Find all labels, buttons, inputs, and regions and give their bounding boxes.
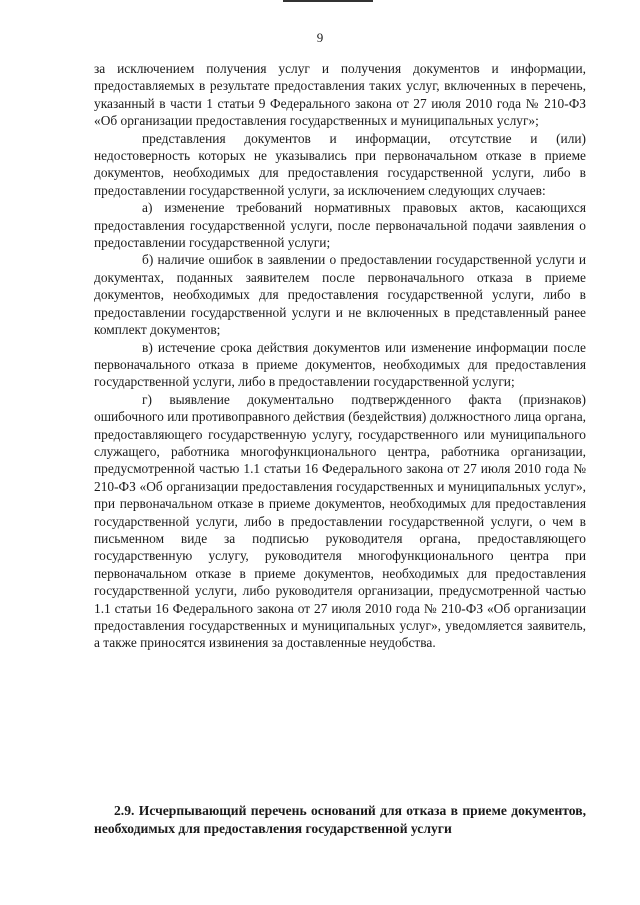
list-item-v: в) истечение срока действия документов или изменение информации после первоначального отказа в приеме документов, необходимых для предоставления государственной услуги, либо в предоставлении государственной услуги; (94, 339, 586, 390)
paragraph-documents-info: представления документов и информации, отсутствие и (или) недостоверность которых не указывались при первоначальном отказе в приеме документов, необходимых для предоставления государственной услуги, либо в предоставлении государственной услуги, за исключением следующих случаев: (94, 130, 586, 198)
list-item-b: б) наличие ошибок в заявлении о предоставлении государственной услуги и документах, поданных заявителем после первоначального отказа в приеме документов, необходимых для предоставления государственной услуги, либо в предоставлении государственной услуги и не включенных в представленный ранее комплект документов; (94, 252, 586, 338)
page-top-rule (283, 0, 373, 2)
list-item-g: г) выявление документально подтвержденного факта (признаков) ошибочного или противоправного действия (бездействия) должностного лица органа, предоставляющего государственную услугу, государственного или муниципального служащего, работника многофункционального центра, работника организации, предусмотренной частью 1.1 статьи 16 Федерального закона от 27 июля 2010 года № 210-ФЗ «Об организации предоставления государственных и муниципальных услуг», при первоначальном отказе в приеме документов, необходимых для предоставления государственной услуги, либо в предоставлении государственной услуги, о чем в письменном виде за подписью руководителя органа, предоставляющего государственную услугу, руководителя многофункционального центра при первоначальном отказе в приеме документов, необходимых для предоставления государственной услуги, либо руководителя организации, предусмотренной частью 1.1 статьи 16 Федерального закона от 27 июля 2010 года № 210-ФЗ «Об организации предоставления государственных и муниципальных услуг», уведомляется заявитель, а также приносятся извинения за доставленные неудобства. (94, 391, 586, 651)
page-number: 9 (316, 30, 324, 45)
paragraph-continuation: за исключением получения услуг и получения документов и информации, предоставляемых в результате предоставления таких услуг, включенных в перечень, указанный в части 1 статьи 9 Федерального закона от 27 июля 2010 года № 210-ФЗ «Об организации предоставления государственных и муниципальных услуг»; (94, 61, 586, 129)
section-heading-2-9: 2.9. Исчерпывающий перечень оснований для отказа в приеме документов, необходимых для предоставления государственной услуги (94, 803, 586, 836)
list-item-a: а) изменение требований нормативных правовых актов, касающихся предоставления государственной услуги, после первоначальной подачи заявления о предоставлении государственной услуги; (94, 200, 586, 251)
document-body (94, 60, 586, 652)
